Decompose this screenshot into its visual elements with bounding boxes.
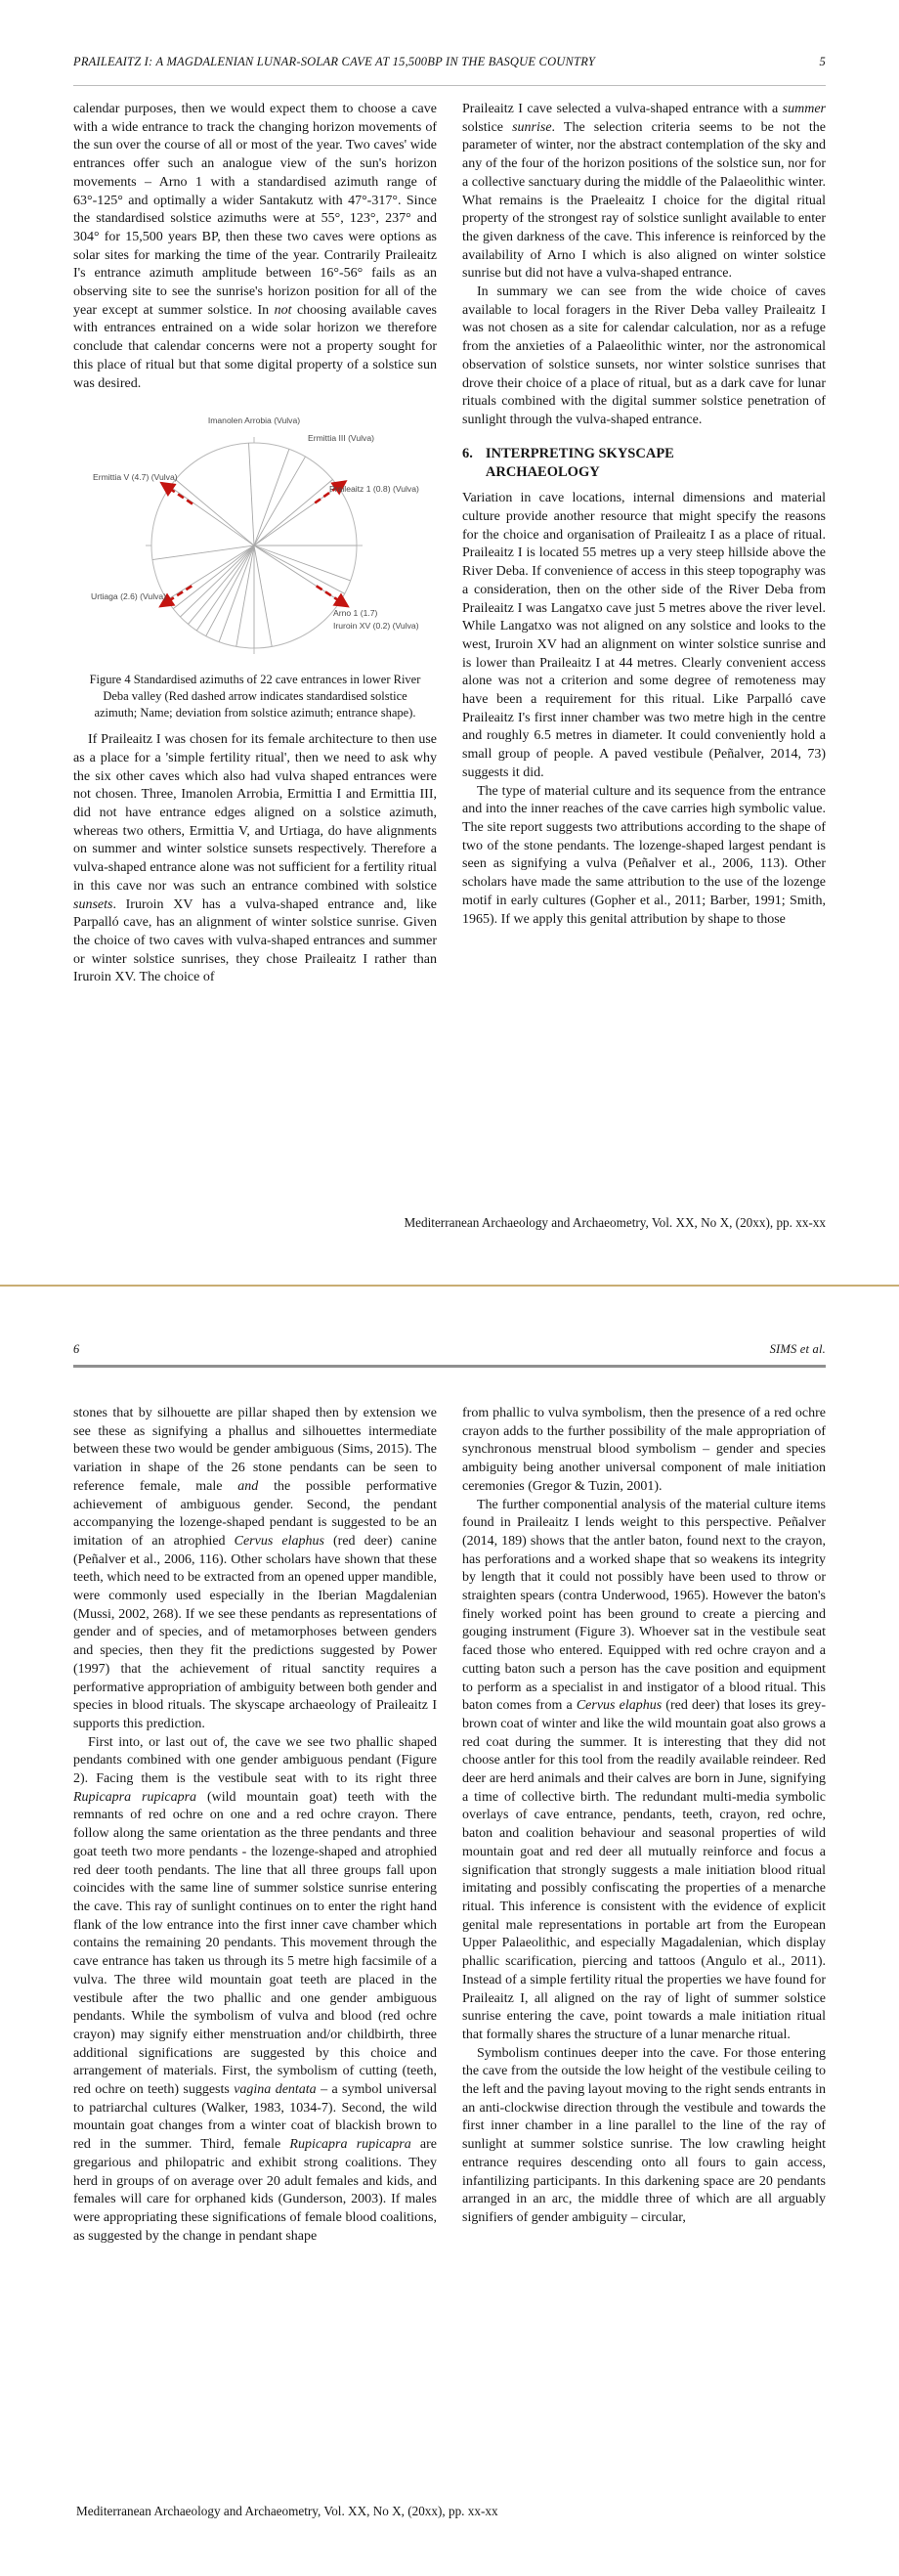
cave-label: Imanolen Arrobia (Vulva) [207, 415, 301, 426]
cave-label: Arno 1 (1.7) [333, 608, 378, 619]
page-2-left-column [73, 1405, 437, 2246]
section-title: INTERPRETING SKYSCAPE ARCHAEOLOGY [485, 445, 674, 480]
page-number: 6 [73, 1342, 80, 1356]
cave-azimuth-line [254, 546, 345, 593]
cave-azimuth-line [167, 546, 254, 600]
cave-label: Iruroin XV (0.2) (Vulva) [333, 621, 419, 632]
solstice-arrow [161, 484, 193, 504]
cave-azimuth-line [170, 487, 254, 546]
body-paragraph: Symbolism continues deeper into the cave. For those entering the cave from the outside the low height of the vestibule ceiling to the left and the paving layout moving to the right sends entrants in an anti-clockwise direction through the vestibule and towards the first inner chamber in a line parallel to the line of the ray of sunlight at summer solstice sunrise. The low crawling height entrance requires descending onto all fours to gain access, infantilizing participants. In this darkening space are 20 pendants arranged in an arc, the middle three of which are all arguably signifiers of gender ambiguity – circular, [462, 2045, 826, 2225]
page-1-left-column [73, 101, 437, 987]
body-paragraph: calendar purposes, then we would expect them to choose a cave with a wide entrance to track the changing horizon movements of the sun over the course of all or most of the year. Two caves' wide entrances offer such an analogue view of the sun's horizon movements – Arno 1 with a standardised azimuth range of 63°-125° and optimally a wider Santakutz with 47°-317°. Since the standardised solstice azimuths were at 55°, 123°, 237° and 304° for 15,500 years BP, then these two caves were options as solar sites for marking the time of the year. Contrarily Praileaitz I's entrance azimuth amplitude between 16°-56° fails as an observing site to see the sunrise's horizon position for all of the year except at summer solstice. In not choosing available caves with entrances entrained on a wide solar horizon we therefore conclude that calendar concerns were not a property sought for this place of ritual but that some digital property of a solstice sun was desired. [73, 102, 437, 391]
body-paragraph: Variation in cave locations, internal dimensions and material culture provide another resource that might specify the reasons for the choice and organisation of Praileaitz I as a place of ritual. Praileaitz I is located 55 metres up a very steep hillside above the River Deba. If convenience of access in this steep topography was a consideration, then on the other side of the River Deba from Praileaitz I was Langatxo cave just 5 metres above the river level. While Langatxo was not aligned on any solstice and looks to the west, Iruroin XV had an alignment on winter solstice sunrise and is lower than Praileaitz I at 44 metres. Clearly convenient access alone was not a criterion and some degree of remoteness may have been a requirement for this ritual. Like Parpalló cave Praileaitz I's first inner chamber was two metre high in the centre and roughly 6.5 metres in diameter. It could conveniently hold a small group of people. A paved vestibule (Peñalver, 2014, 73) suggests it did. [462, 491, 826, 780]
page-2-journal-footer: Mediterranean Archaeology and Archaeometry, Vol. XX, No X, (20xx), pp. xx-xx [76, 2504, 498, 2518]
header-rule [73, 1365, 826, 1368]
page-1-right-column [462, 101, 826, 929]
body-paragraph: If Praileaitz I was chosen for its female architecture to then use as a place for a 'simple fertility ritual', then we need to ask why the six other caves which also had vulva shaped entrances were not chosen. Three, Imanolen Arrobia, Ermittia I and Ermittia III, did not have entrance edges aligned on a solstice azimuth, whereas two others, Ermittia V, and Urtiaga, do have alignments on summer and winter solstice sunsets respectively. Therefore a vulva-shaped entrance alone was not sufficient for a fertility ritual in this cave nor was such an entrance combined with solstice sunsets. Iruroin XV has a vulva-shaped entrance and, like Parpalló cave, has an alignment of winter solstice sunrise. Given the choice of two caves with vulva-shaped entrances and summer or winter solstice sunrises, they chose Praileaitz I rather than Iruroin XV. The choice of [73, 732, 437, 985]
cave-label: Ermittia V (4.7) (Vulva) [93, 472, 178, 483]
page-2-right-column [462, 1405, 826, 2228]
page-1-running-head [73, 55, 826, 69]
body-paragraph: Praileaitz I cave selected a vulva-shaped entrance with a summer solstice sunrise. The selection criteria seems to be not the parameter of winter, nor the abstract contemplation of the sky and any of the four of the horizon positions of the solstice sun, nor for a collective sanctuary during the middle of the Palaeolithic winter. What remains is the Praeleaitz I choice for the digital ritual property of the strongest ray of solstice sunlight available to enter the given darkness of the cave. This inference is reinforced by the availability of Arno I which is also aligned on winter solstice sunrise but did not have a vulva-shaped entrance. [462, 102, 826, 282]
body-paragraph: The further componential analysis of the material culture items found in Praileaitz I lends weight to this perspective. Peñalver (2014, 189) shows that the antler baton, found next to the crayon, has perforations and a worked shape that so weakens its integrity by length that it could not possibly have been used to throw or straighten spears (contra Underwood, 1965). However the baton's finely worked point has been ground to create a piercing and gouging instrument (Figure 3). Whoever sat in the vestibule seat faced those who entered. Equipped with red ochre crayon and a cutting baton such a person has the cave position and equipment to perform as a specialist in and instigator of a blood ritual. This baton comes from a Cervus elaphus (red deer) that loses its grey-brown coat of winter and like the wild mountain goat also grows a red coat during the summer. It is interesting that they did not choose antler for this tool from the readily available reindeer. Red deer are herd animals and their calves are born in June, signifying a time of collective birth. The redundant multi-media symbolic overlays of cave entrance, pendants, teeth, crayon, red ochre, baton and coalition behaviour and seasonal properties of wild mountain goat and red deer all mutually reinforce and focus a signification that strongly suggests a male initiation blood ritual imitating and possibly confiscating the properties of a menarche ritual. This inference is consistent with the evidence of explicit genital male representations in portable art from the European Upper Palaeolithic, and especially Magadalenian, which display phallic scarification, piercing and tattoos (Angulo et al., 2011). Instead of a simple fertility ritual the properties we have found for Praileaitz I, all aligned on the ray of light of summer solstice sunrise entering the cave, point towards a male initiation ritual that formally shares the structure of a lunar menarche ritual. [462, 1497, 826, 2042]
cave-azimuth-line [219, 546, 254, 642]
body-paragraph: stones that by silhouette are pillar shaped then by extension we see these as signifying a phallus and silhouettes intermediate between these two would be gender ambiguous (Sims, 2015). The variation in shape of the 26 stone pendants can be seen to reference female, male and the possible performative achievement of ambiguous gender. Second, the pendant accompanying the lozenge-shaped pendant is suggested to be an imitation of an atrophied Cervus elaphus (red deer) canine (Peñalver et al., 2006, 116). Other scholars have shown that these teeth, which need to be extracted from an opened upper mandible, were commonly used especially in the Iberian Magdalenian (Mussi, 2002, 268). If we see these pendants as representations of gender and of species, and of metamorphoses between genders and species, then they fit the predictions suggested by Power (1997) that the achievement of ritual sanctity requires a performative appropriation of ambiguity between both gender and species in blood rituals. The skyscape archaeology of Praileaitz I supports this prediction. [73, 1406, 437, 1731]
page-number: 5 [819, 55, 826, 68]
page-2 [0, 1288, 899, 2576]
cave-label: Praileaitz 1 (0.8) (Vulva) [329, 484, 419, 495]
cave-azimuth-line [254, 546, 351, 581]
body-paragraph: First into, or last out of, the cave we see two phallic shaped pendants combined with one gender ambiguous pendant (Figure 2). Facing them is the vestibule seat with to its right three Rupicapra rupicapra (wild mountain goat) teeth with the remnants of red ochre on one and a red ochre crayon. There follow along the same orientation as the three pendants and three goat teeth two more pendants - the lozenge-shaped and atrophied red deer tooth pendants. The line that all three groups fall upon coincides with the same line of summer solstice sunrise entering the cave. This ray of sunlight continues on to enter the right hand flank of the low entrance into the first inner cave chamber which contains the remaining 20 pendants. This movement through the cave entrance has taken us through its 5 metre high facsimile of a vulva. The three wild mountain goat teeth are placed in the vestibule after the two phallic and one gender ambiguous pendants. While the symbolism of vulva and blood (red ochre crayon) may signify either menstruation and/or childbirth, three additional significations are suggested by this choice and arrangement of materials. First, the symbolism of cutting (teeth, red ochre on teeth) suggests vagina dentata – a symbol universal to patriarchal cultures (Walker, 1983, 1034-7). Second, the wild mountain goat changes from a winter coat of blackish brown to red in the summer. Third, female Rupicapra rupicapra are gregarious and philopatric and exhibit strong coalitions. They herd in groups of on average over 20 adult females and kids, and females will care for orphaned kids (Gunderson, 2003). If males were appropriating these significations of female blood coalitions, as suggested by the change in pendant shape [73, 1734, 437, 2244]
header-rule [73, 85, 826, 86]
cave-label: Urtiaga (2.6) (Vulva) [91, 591, 167, 602]
cave-azimuth-line [254, 546, 272, 646]
running-title: PRAILEAITZ I: A MAGDALENIAN LUNAR-SOLAR CAVE AT 15,500BP IN THE BASQUE COUNTRY [73, 55, 595, 68]
cave-azimuth-line [249, 443, 254, 546]
cave-azimuth-line [206, 546, 254, 636]
page-2-running-head [73, 1342, 826, 1357]
cave-azimuth-line [176, 480, 254, 546]
figure-4-azimuth-chart [73, 407, 437, 659]
body-paragraph: from phallic to vulva symbolism, then the presence of a red ochre crayon adds to the further possibility of the male appropriation of synchronous menstrual blood symbolism – gender and species ambiguity being another universal component of male initiation ceremonies (Gregor & Tuzin, 2001). [462, 1406, 826, 1494]
section-heading [462, 445, 826, 482]
running-title: SIMS et al. [769, 1342, 826, 1356]
cave-azimuth-line [189, 546, 254, 624]
body-paragraph: The type of material culture and its sequence from the entrance and into the inner reaches of the cave carries high symbolic value. The site report suggests two attributions according to the shape of two of the stone pendants. The lozenge-shaped largest pendant is seen as signifying a vulva (Peñalver et al., 2006, 113). Other scholars have made the same attribution to the use of the lozenge motif in early cultures (Gopher et al., 2011; Barber, 1991; Smith, 1965). If we apply this genital attribution by shape to those [462, 783, 826, 927]
page-1 [0, 0, 899, 1286]
page-separator-line [0, 1285, 899, 1287]
section-number: 6. [462, 445, 473, 461]
page-1-journal-footer: Mediterranean Archaeology and Archaeometry, Vol. XX, No X, (20xx), pp. xx-xx [404, 1215, 826, 1230]
body-paragraph: In summary we can see from the wide choice of caves available to local foragers in the River Deba valley Praileaitz I was not chosen as a site for calendar calculation, nor as a refuge from the anxieties of a Palaeolithic winter, nor the astronomical observation of solstice sunsets, nor winter solstice sunrises that drove their choice of a place of ritual, but as a dark cave for lunar rituals combined with the digital summer solstice penetration of sunlight through the vulva-shaped entrance. [462, 284, 826, 427]
cave-azimuth-line [196, 546, 254, 631]
cave-label: Ermittia III (Vulva) [308, 433, 374, 444]
cave-azimuth-line [254, 457, 306, 546]
figure-caption: Figure 4 Standardised azimuths of 22 cave entrances in lower River Deba valley (Red dashed arrow indicates standardised solstice azimuth; Name; deviation from solstice azimuth; entrance shape). [89, 673, 421, 720]
